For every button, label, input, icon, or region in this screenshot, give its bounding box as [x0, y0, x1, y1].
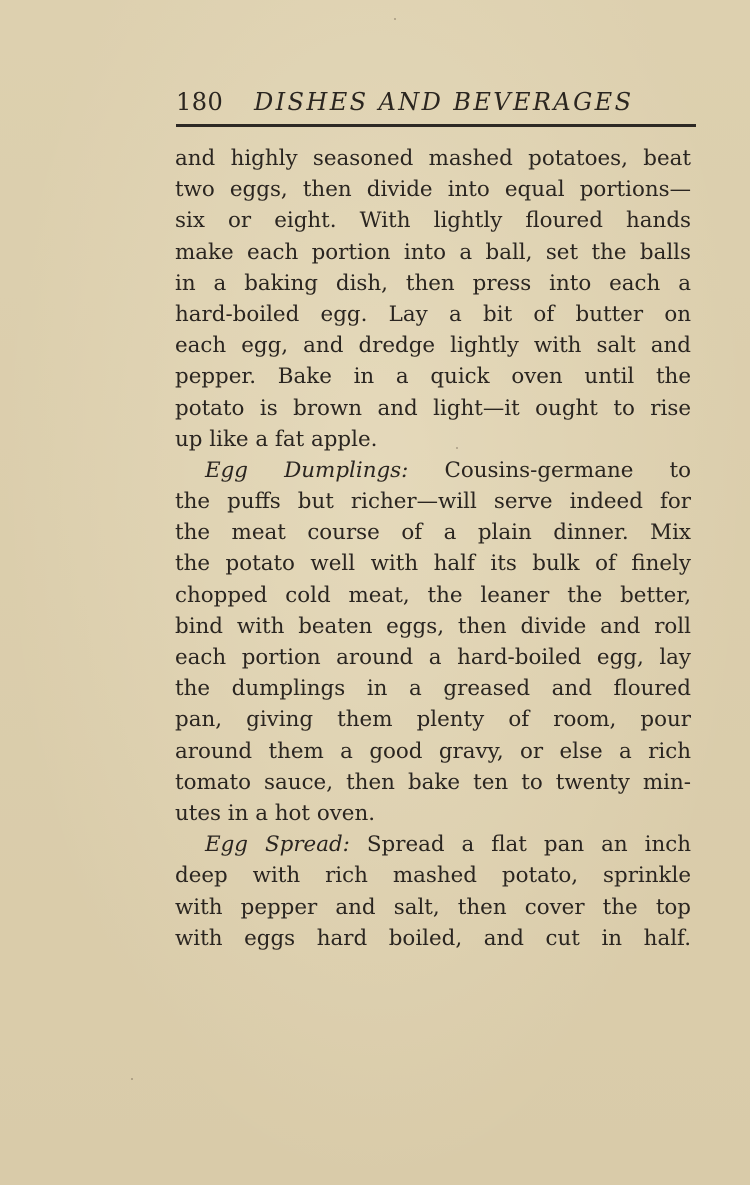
text-line: the potato well with half its bulk of finely	[175, 551, 691, 577]
egg-spread-heading: Egg Spread:	[205, 832, 350, 858]
text-line: the dumplings in a greased and floured	[175, 676, 691, 702]
text-line: the meat course of a plain dinner. Mix	[175, 520, 691, 546]
paper-speck	[394, 18, 396, 20]
text-fragment: Spread a flat pan an inch	[366, 832, 691, 858]
text-line: around them a good gravy, or else a rich	[175, 738, 691, 764]
body-text	[175, 143, 691, 954]
text-line: and highly seasoned mashed potatoes, beat	[175, 146, 691, 171]
text-line: deep with rich mashed potato, sprinkle	[175, 863, 691, 889]
text-line: chopped cold meat, the leaner the better,	[175, 582, 691, 608]
running-title: DISHES AND BEVERAGES	[254, 88, 634, 116]
text-line: tomato sauce, then bake ten to twenty min-	[175, 769, 691, 795]
paragraph-egg-dumplings-first-line	[175, 455, 691, 486]
text-line: utes in a hot oven.	[175, 800, 376, 826]
egg-dumplings-heading: Egg Dumplings:	[205, 457, 409, 483]
text-line: bind with beaten eggs, then divide and roll	[175, 613, 691, 639]
text-line: pepper. Bake in a quick oven until the	[175, 364, 691, 390]
text-line: pan, giving them plenty of room, pour	[175, 707, 691, 733]
text-line: each portion around a hard-boiled egg, lay	[175, 645, 691, 670]
text-line: potato is brown and light—it ought to rise	[175, 395, 691, 421]
text-line: with eggs hard boiled, and cut in half.	[175, 925, 691, 951]
header-rule	[176, 124, 696, 127]
paragraph-egg-spread-first-line	[175, 829, 691, 860]
text-line: six or eight. With lightly floured hands	[175, 208, 691, 234]
text-line: with pepper and salt, then cover the top	[175, 894, 691, 920]
paper-speck	[131, 1078, 133, 1080]
text-line: each egg, and dredge lightly with salt and	[175, 333, 691, 359]
running-header	[176, 82, 696, 122]
text-line: two eggs, then divide into equal portions—	[175, 177, 691, 203]
text-line: up like a fat apple.	[175, 426, 378, 452]
text-line: hard-boiled egg. Lay a bit of butter on	[175, 301, 691, 327]
page-number: 180	[176, 88, 224, 116]
text-line: the puffs but richer—will serve indeed for	[175, 489, 691, 515]
text-line: in a baking dish, then press into each a	[175, 270, 691, 296]
text-fragment: Cousins-germane to	[444, 457, 691, 483]
text-line: make each portion into a ball, set the balls	[175, 239, 691, 265]
paper-speck	[456, 447, 458, 449]
